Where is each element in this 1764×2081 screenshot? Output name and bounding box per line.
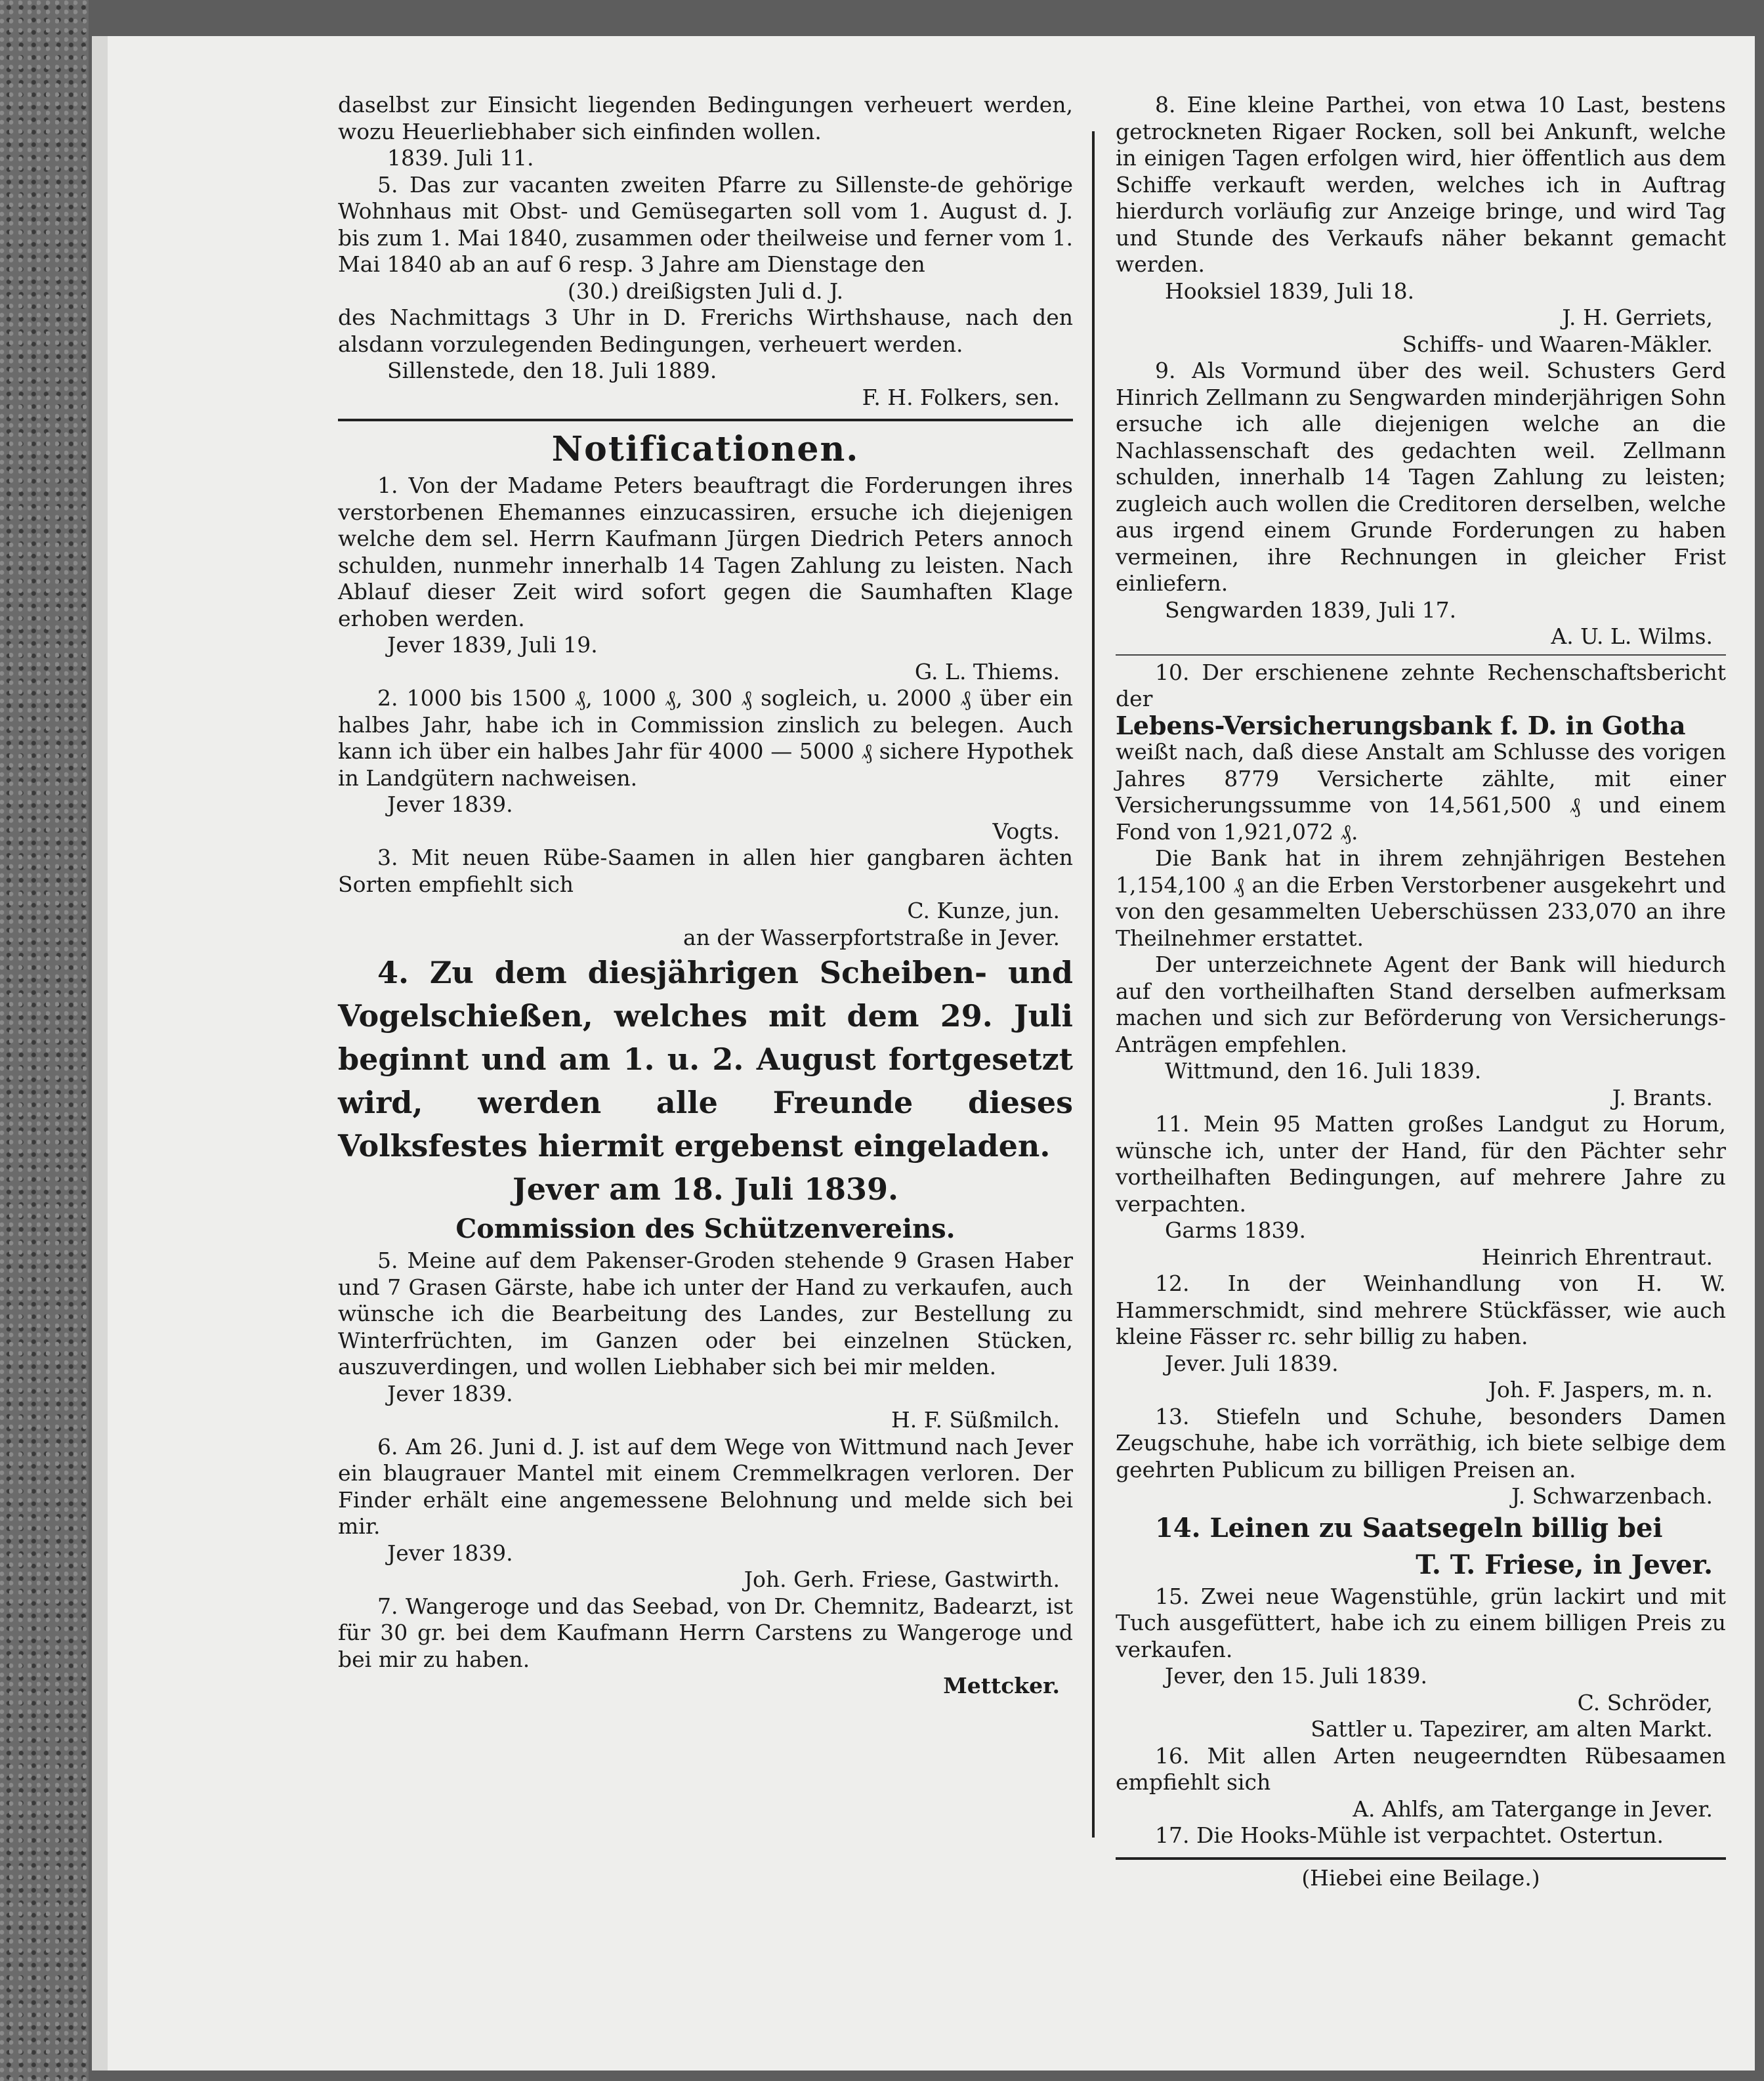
notification-14-line1: 14. Leinen zu Saatsegeln billig bei xyxy=(1155,1512,1663,1544)
notification-14-line2: T. T. Friese, in Jever. xyxy=(1416,1549,1713,1580)
notification-4-signature: Commission des Schützenvereins. xyxy=(455,1213,956,1244)
notification-8-signature: J. H. Gerriets, xyxy=(1562,305,1713,330)
notice-5-day: (30.) dreißigsten Juli d. J. xyxy=(567,278,844,304)
notification-8-date: Hooksiel 1839, Juli 18. xyxy=(1165,278,1415,304)
notification-9-text: 9. Als Vormund über des weil. Schusters Gerd Hinrich Zellmann zu Sengwarden minderjährigen Sohn ersuche ich alle diejenigen welche an die Nachlassenschaft des gedachten weil. Zellmann schulden, innerhalb 14 Tagen Zahlung zu leisten; zugleich auch wollen die Creditoren derselben, welche aus irgend einem Grunde Forderungen zu haben vermeinen, ihre Rechnungen in gleicher Frist einliefern. xyxy=(1116,358,1726,596)
notification-13-text: 13. Stiefeln und Schuhe, besonders Damen Zeugschuhe, habe ich vorräthig, ich biete selbige dem geehrten Publicum zu billigen Preisen an. xyxy=(1116,1403,1726,1482)
separator xyxy=(1116,654,1726,656)
notification-15-signature: C. Schröder, xyxy=(1577,1689,1713,1715)
notification-10-text3: Der unterzeichnete Agent der Bank will hiedurch auf den vortheilhaften Stand derselben aufmerksam machen und sich zur Beförderung von Versicherungs-Anträgen empfehlen. xyxy=(1116,952,1726,1057)
notification-12-text: 12. In der Weinhandlung von H. W. Hammerschmidt, sind mehrere Stückfässer, wie auch kleine Fässer rc. sehr billig zu haben. xyxy=(1116,1271,1726,1349)
notification-11-date: Garms 1839. xyxy=(1165,1217,1306,1243)
notification-2-text: 2. 1000 bis 1500 ₰, 1000 ₰, 300 ₰ sogleich, u. 2000 ₰ über ein halbes Jahr, habe ich in Commission zinslich zu belegen. Auch kann ich über ein halbes Jahr für 4000 — 5000 ₰ sichere Hypothek in Landgütern nachweisen. xyxy=(338,685,1073,791)
notification-3-signature: C. Kunze, jun. xyxy=(907,898,1060,923)
notification-13-signature: J. Schwarzenbach. xyxy=(1511,1483,1713,1509)
notification-6-date: Jever 1839. xyxy=(387,1540,513,1566)
notification-17-text: 17. Die Hooks-Mühle ist verpachtet. Ostertun. xyxy=(1155,1822,1664,1848)
notification-10-bank-name: Lebens-Versicherungsbank f. D. in Gotha xyxy=(1116,710,1686,740)
notification-16-signature: A. Ahlfs, am Tatergange in Jever. xyxy=(1353,1796,1713,1822)
notification-10-intro: 10. Der erschienene zehnte Rechenschaftsbericht der xyxy=(1116,659,1726,711)
notification-7-signature: Mettcker. xyxy=(943,1673,1060,1698)
notification-10-date: Wittmund, den 16. Juli 1839. xyxy=(1165,1058,1482,1083)
notification-4-text: 4. Zu dem diesjährigen Scheiben- und Vogelschießen, welches mit dem 29. Juli beginnt und am 1. u. 2. August fortgesetzt wird, werden alle Freunde dieses Volksfestes hiermit ergebenst eingeladen. xyxy=(338,955,1073,1164)
notice-tail: daselbst zur Einsicht liegenden Bedingungen verheuert werden, wozu Heuerliebhaber sich einfinden wollen. xyxy=(338,92,1073,144)
notification-8-text: 8. Eine kleine Parthei, von etwa 10 Last, bestens getrockneten Rigaer Rocken, soll bei Ankunft, welche in einigen Tagen erfolgen wird, hier öffentlich aus dem Schiffe verkauft werden, welches ich in Auftrag hierdurch vorläufig zur Anzeige bringe, und wird Tag und Stunde des Verkaufs näher bekannt gemacht werden. xyxy=(1116,92,1726,277)
notice-5-text: 5. Das zur vacanten zweiten Pfarre zu Sillenste-de gehörige Wohnhaus mit Obst- und Gemüsegarten soll vom 1. August d. J. bis zum 1. Mai 1840, zusammen oder theilweise und ferner vom 1. Mai 1840 ab an auf 6 resp. 3 Jahre am Dienstage den xyxy=(338,171,1073,277)
notification-4-date: Jever am 18. Juli 1839. xyxy=(512,1171,899,1207)
notification-6-text: 6. Am 26. Juni d. J. ist auf dem Wege von Wittmund nach Jever ein blaugrauer Mantel mit einem Cremmelkragen verloren. Der Finder erhält eine angemessene Belohnung und melde sich bei mir. xyxy=(338,1433,1073,1539)
notification-10-signature: J. Brants. xyxy=(1612,1084,1713,1110)
notice-5-signature: F. H. Folkers, sen. xyxy=(862,384,1060,410)
notification-15-text: 15. Zwei neue Wagenstühle, grün lackirt und mit Tuch ausgefüttert, habe ich zu einem billigen Preis zu verkaufen. xyxy=(1116,1583,1726,1662)
notification-5-text: 5. Meine auf dem Pakenser-Groden stehende 9 Grasen Haber und 7 Grasen Gärste, habe ich unter der Hand zu verkaufen, auch wünsche ich die Bearbeitung des Landes, zur Bestellung zu Winterfrüchten, im Ganzen oder bei einzelnen Stücken, auszuverdingen, und wollen Liebhaber sich bei mir melden. xyxy=(338,1248,1073,1379)
supplement-note: (Hiebei eine Beilage.) xyxy=(1301,1864,1540,1891)
notification-10-text: weißt nach, daß diese Anstalt am Schlusse des vorigen Jahres 8779 Versicherte zählte, mit einer Versicherungssumme von 14,561,500 ₰ und einem Fond von 1,921,072 ₰. xyxy=(1116,739,1726,845)
column-divider xyxy=(1092,131,1095,1838)
right-column xyxy=(1116,92,1726,1891)
notification-15-date: Jever, den 15. Juli 1839. xyxy=(1165,1663,1427,1689)
notification-8-signature-title: Schiffs- und Waaren-Mäkler. xyxy=(1402,331,1713,357)
notification-3-address: an der Wasserpfortstraße in Jever. xyxy=(682,924,1060,950)
notification-2-date: Jever 1839. xyxy=(387,791,513,817)
section-heading: Notificationen. xyxy=(551,429,860,469)
end-rule xyxy=(1116,1857,1726,1860)
notification-10-text2: Die Bank hat in ihrem zehnjährigen Bestehen 1,154,100 ₰ an die Erben Verstorbener ausgekehrt und von den gesammelten Ueberschüssen 233,070 an ihre Theilnehmer erstattet. xyxy=(1116,845,1726,951)
notification-11-text: 11. Mein 95 Matten großes Landgut zu Horum, wünsche ich, unter der Hand, für den Pächter sehr vortheilhaften Bedingungen, auf mehrere Jahre zu verpachten. xyxy=(1116,1111,1726,1217)
notification-11-signature: Heinrich Ehrentraut. xyxy=(1481,1244,1713,1270)
notification-2-signature: Vogts. xyxy=(992,818,1060,844)
book-binding xyxy=(0,0,89,2081)
left-column xyxy=(338,92,1073,1700)
notification-5-date: Jever 1839. xyxy=(387,1380,513,1406)
notification-9-signature: A. U. L. Wilms. xyxy=(1551,623,1713,649)
notice-5-date: Sillenstede, den 18. Juli 1889. xyxy=(387,358,717,383)
notification-1-date: Jever 1839, Juli 19. xyxy=(387,632,598,658)
notice-5-text2: des Nachmittags 3 Uhr in D. Frerichs Wirthshause, nach den alsdann vorzulegenden Bedingungen, verheuert werden. xyxy=(338,305,1073,357)
notification-12-date: Jever. Juli 1839. xyxy=(1165,1350,1339,1376)
notification-7-text: 7. Wangeroge und das Seebad, von Dr. Chemnitz, Badearzt, ist für 30 gr. bei dem Kaufmann Herrn Carstens zu Wangeroge und bei mir zu haben. xyxy=(338,1593,1073,1672)
notification-5-signature: H. F. Süßmilch. xyxy=(891,1407,1060,1433)
notification-1-signature: G. L. Thiems. xyxy=(914,658,1060,684)
notification-1-text: 1. Von der Madame Peters beauftragt die Forderungen ihres verstorbenen Ehemannes einzucassiren, ersuche ich diejenigen welche dem sel. Herrn Kaufmann Jürgen Diedrich Peters annoch schulden, nunmehr innerhalb 14 Tagen Zahlung zu leisten. Nach Ablauf dieser Zeit wird sofort gegen die Saumhaften Klage erhoben werden. xyxy=(338,473,1073,631)
section-rule xyxy=(338,419,1073,421)
notification-15-signature-title: Sattler u. Tapezirer, am alten Markt. xyxy=(1311,1716,1713,1742)
notification-3-text: 3. Mit neuen Rübe-Saamen in allen hier gangbaren ächten Sorten empfiehlt sich xyxy=(338,845,1073,897)
notification-9-date: Sengwarden 1839, Juli 17. xyxy=(1165,597,1457,623)
notification-12-signature: Joh. F. Jaspers, m. n. xyxy=(1488,1377,1713,1402)
notification-16-text: 16. Mit allen Arten neugeerndten Rübesaamen empfiehlt sich xyxy=(1116,1742,1726,1795)
notification-6-signature: Joh. Gerh. Friese, Gastwirth. xyxy=(744,1566,1060,1592)
notice-date: 1839. Juli 11. xyxy=(387,145,534,171)
